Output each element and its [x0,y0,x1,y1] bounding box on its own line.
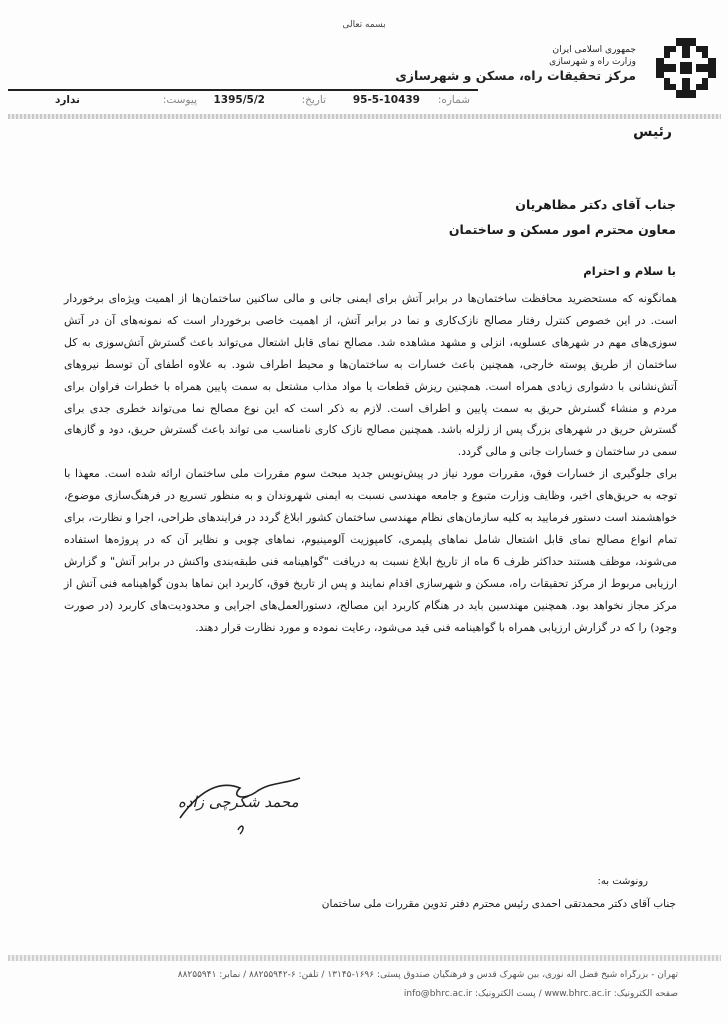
letter-meta [30,94,470,108]
email-label: پست الکترونیک: [474,989,536,999]
body-paragraph-1: همانگونه که مستحضرید محافظت ساختمان‌ها در برابر آتش برای ایمنی جانی و مالی ساکنین ساختمان‌ها از اهمیت ویژه‌ای برخوردار است. در این خصوص کنترل رفتار مصالح نازک‌کاری و نما در برابر آتش، از اهمیت خاصی برخوردار است که نمونه‌های آن در آتش سوزی‌های مهم در شهرهای عسلویه، انزلی و مشهد مشاهده شد. مصالح نمای قابل اشتعال می‌تواند باعث گسترش آتش‌سوزی به کل ساختمان از طریق پوسته خارجی، همچنین باعث خسارات به ساختمان‌ها و محیط اطراف شود. به علاوه اطفای آن توسط نیروهای آتش‌نشانی با دشواری زیادی همراه است. همچنین ریزش قطعات یا مواد مذاب مشتعل به سمت پایین همراه با خطرات فراوان برای مردم و منشاء گسترش حریق به سمت پایین و اطراف است. لازم به ذکر است که این نوع مصالح نما می‌تواند خطری جدی برای گسترش حریق در شهرهای بزرگ پس از زلزله باشد. همچنین مصالح نازک کاری نامناسب می تواند باعث گسترش حریق، دود و گازهای سمی در ساختمان و خسارات جانی و مالی گردد. [64,292,677,459]
header-rule [8,89,478,91]
recipient-block [449,192,676,242]
organization-block [395,44,636,84]
website-label: صفحه الکترونیک: [613,989,678,999]
website-link[interactable]: www.bhrc.ac.ir [544,989,611,999]
recipient-title: معاون محترم امور مسکن و ساختمان [448,222,676,237]
bismillah-heading: بسمه تعالی [342,20,386,30]
meta-rule [8,114,721,119]
bhrc-logo-icon [654,36,718,100]
center-name: مرکز تحقیقات راه، مسکن و شهرسازی [395,68,636,83]
cc-recipient: جناب آقای دکتر محمدتقی احمدی رئیس محترم دفتر تدوین مقررات ملی ساختمان [321,898,676,910]
attachment-value: ندارد [54,94,80,106]
attachment-label: پیوست: [162,94,197,106]
body-paragraph-2: برای جلوگیری از خسارات فوق، مقررات مورد نیاز در پیش‌نویس جدید مبحث سوم مقررات ملی ساختمان ارائه شده است. معهذا با توجه به حریق‌های اخیر، وظایف وزارت متبوع و جامعه مهندسی نسبت به ایمنی شهروندان و به منظور تسریع در فرهنگ‌سازی موضوع، خواهشمند است دستور فرمایید به کلیه سازمان‌های نظام مهندسی ساختمان کشور ابلاغ گردد در فرایندهای طراحی، اجرا و نظارت، برای تمام انواع مصالح نمای قابل اشتعال شامل نماهای پلیمری، کامپوزیت آلومینیوم، نماهای چوبی و نظایر آن که در پروژه‌ها استفاده می‌شوند، موظف هستند حداکثر ظرف 6 ماه از تاریخ ابلاغ نسبت به دریافت "گواهینامه فنی طبقه‌بندی واکنش در برابر آتش" و گزارش ارزیابی مربوط از مرکز تحقیقات راه، مسکن و شهرسازی اقدام نمایند و پس از تاریخ فوق، کاربرد این نماها بدون گواهینامه فنی آتش از مرکز مجاز نخواهد بود. همچنین مهندسین باید در هنگام کاربرد این مصالح، دستورالعمل‌های اجرایی و محدودیت‌های کاربرد (در صورت وجود) را که در گزارش ارزیابی همراه با گواهینامه فنی قید می‌شود، رعایت نموده و مورد نظارت قرار دهند. [64,467,677,634]
recipient-name: جناب آقای دکتر مظاهریان [515,197,676,212]
letter-body [64,288,677,639]
republic-text: جمهوری اسلامی ایران [552,45,636,55]
number-label: شماره: [437,94,470,106]
date-value: 1395/5/2 [213,94,265,106]
number-value: 95-5-10439 [352,94,420,106]
footer-rule [8,955,721,961]
footer-address: تهران - بزرگراه شیخ فضل اله نوری، بین شهرک قدس و فرهنگیان صندوق پستی: ۱۶۹۶-۱۳۱۴۵ / تلفن: ۶-۸۸۲۵۵۹۴۲ / نمابر: ۸۸۲۵۵۹۴۱ [177,970,678,980]
head-stamp: رئیس [633,124,672,140]
email-link[interactable]: info@bhrc.ac.ir [403,989,473,999]
date-label: تاریخ: [301,94,326,106]
signature-name: محمد شکرچی زاده [178,793,299,811]
ministry-text: وزارت راه و شهرسازی [549,57,636,67]
greeting: با سلام و احترام [583,264,676,278]
cc-label: رونوشت به: [597,876,648,887]
footer-contacts: صفحه الکترونیک: www.bhrc.ac.ir / پست الکترونیک: info@bhrc.ac.ir [403,989,678,999]
